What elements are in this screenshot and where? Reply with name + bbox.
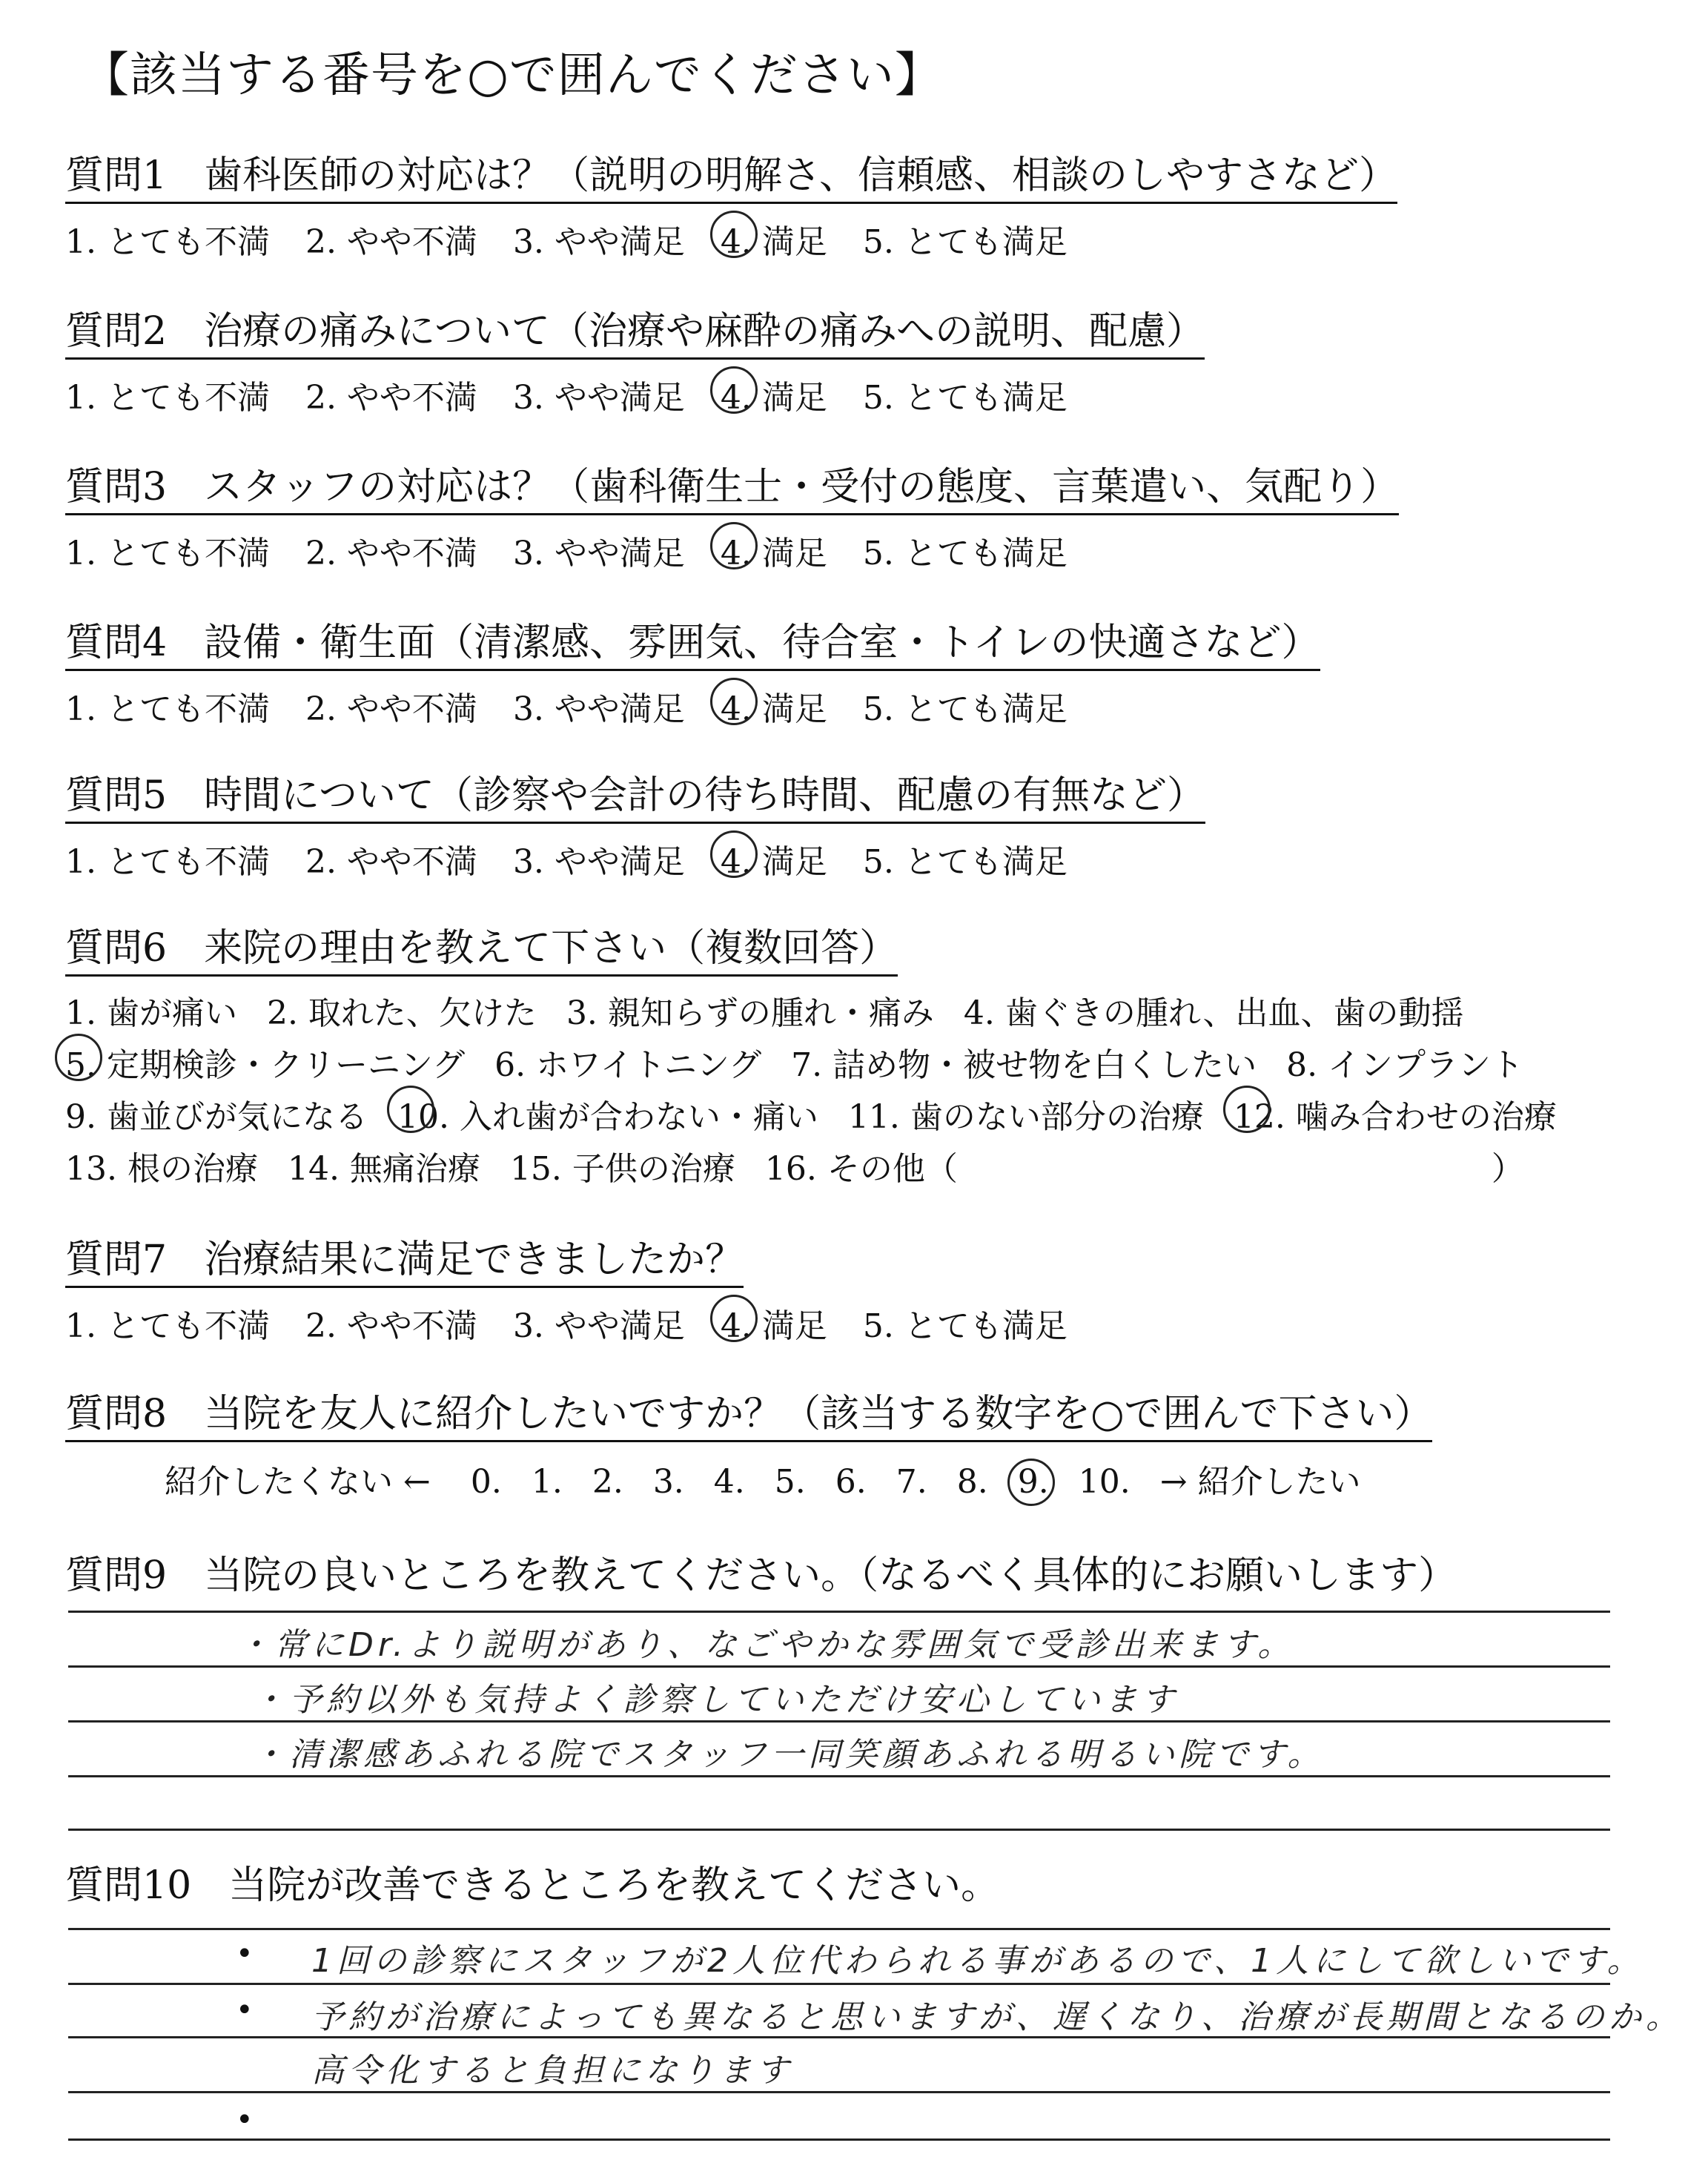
q8-scale-3[interactable]: 3.: [652, 1463, 684, 1501]
q6-option-15[interactable]: 15. 子供の治療: [509, 1150, 735, 1188]
q6-row-3: [65, 1090, 1586, 1137]
q8-scale-6[interactable]: 6.: [835, 1463, 867, 1501]
q8-scale-0[interactable]: 0.: [470, 1463, 502, 1501]
q5-options: [65, 835, 1103, 882]
q6-option-2[interactable]: 2. 取れた、欠けた: [266, 994, 537, 1032]
q8-header: [65, 1393, 1432, 1442]
q5-option-1[interactable]: 1. とても不満: [65, 843, 270, 881]
q3-options: [65, 526, 1103, 574]
q7-option-1[interactable]: 1. とても不満: [65, 1307, 270, 1345]
q10-header: [65, 1854, 999, 1909]
q6-option-16[interactable]: 16. その他（: [764, 1150, 958, 1188]
q2-header: [65, 310, 1205, 360]
q10-bullet-2: •: [236, 1993, 254, 2027]
q6-option-14[interactable]: 14. 無痛治療: [287, 1150, 480, 1188]
q10-answer-line-2: 予約が治療によっても異なると思いますが、遅くなり、治療が長期間となるのか。: [311, 1998, 1683, 2036]
q9-rule-3: [68, 1720, 1610, 1723]
q10-rule-2: [68, 1983, 1610, 1985]
q1-option-1[interactable]: 1. とても不満: [65, 223, 270, 261]
q3-text: スタッフの対応は？（歯科衛生士・受付の態度、言葉遣い、気配り）: [204, 465, 1400, 509]
q5-option-3[interactable]: 3. やや満足: [512, 843, 685, 881]
q6-option-12[interactable]: 12. 噛み合わせの治療: [1234, 1090, 1557, 1137]
q8-label: 質問8: [65, 1392, 168, 1436]
q8-scale-1[interactable]: 1.: [531, 1463, 563, 1501]
q3-header: [65, 466, 1399, 515]
q4-label: 質問4: [65, 621, 168, 665]
q9-rule-4: [68, 1775, 1610, 1777]
q9-answer-line-2: ・予約以外も気持よく診察していただけ安心しています: [252, 1681, 1179, 1719]
q9-label: 質問9: [65, 1553, 168, 1598]
q6-option-5[interactable]: 5. 定期検診・クリーニング: [65, 1038, 465, 1086]
q4-option-5[interactable]: 5. とても満足: [862, 690, 1068, 728]
q6-option-8[interactable]: 8. インプラント: [1286, 1046, 1524, 1084]
q9-rule-2: [68, 1665, 1610, 1668]
q9-answer-line-3: ・清潔感あふれる院でスタッフ一同笑顔あふれる明るい院です。: [252, 1736, 1325, 1774]
q6-option-11[interactable]: 11. 歯のない部分の治療: [847, 1098, 1204, 1136]
q8-text: 当院を友人に紹介したいですか？（該当する数字を○で囲んで下さい）: [204, 1392, 1433, 1436]
q9-rule-1: [68, 1611, 1610, 1613]
q5-label: 質問5: [65, 773, 168, 818]
q10-label: 質問10: [65, 1863, 192, 1908]
q1-option-2[interactable]: 2. やや不満: [305, 223, 477, 261]
q1-options: [65, 215, 1103, 262]
q6-option-9[interactable]: 9. 歯並びが気になる: [65, 1098, 368, 1136]
q9-text: 当院の良いところを教えてください。（なるべく具体的にお願いします）: [204, 1553, 1457, 1598]
q7-option-2[interactable]: 2. やや不満: [305, 1307, 477, 1345]
q7-option-4[interactable]: 4. 満足: [721, 1299, 827, 1347]
q1-option-5[interactable]: 5. とても満足: [862, 223, 1068, 261]
q5-header: [65, 774, 1205, 824]
q7-label: 質問7: [65, 1238, 168, 1282]
q9-answer-line-1: ・常にDr.より説明があり、なごやかな雰囲気で受診出来ます。: [237, 1626, 1295, 1664]
q8-scale-2[interactable]: 2.: [592, 1463, 623, 1501]
q3-label: 質問3: [65, 465, 168, 509]
q3-option-1[interactable]: 1. とても不満: [65, 535, 270, 572]
q7-option-3[interactable]: 3. やや満足: [512, 1307, 685, 1345]
q5-option-5[interactable]: 5. とても満足: [862, 843, 1068, 881]
q3-option-4[interactable]: 4. 満足: [721, 526, 827, 574]
q6-option-7[interactable]: 7. 詰め物・被せ物を白くしたい: [791, 1046, 1257, 1084]
q1-label: 質問1: [65, 153, 168, 198]
q5-option-2[interactable]: 2. やや不満: [305, 843, 477, 881]
q10-rule-4: [68, 2091, 1610, 2093]
q5-option-4[interactable]: 4. 満足: [721, 835, 827, 882]
q8-scale: [165, 1455, 1361, 1502]
q6-header: [65, 927, 898, 977]
q6-option-6[interactable]: 6. ホワイトニング: [494, 1046, 762, 1084]
q1-option-3[interactable]: 3. やや満足: [512, 223, 685, 261]
q2-text: 治療の痛みについて（治療や麻酔の痛みへの説明、配慮）: [204, 309, 1205, 354]
q10-rule-5: [68, 2138, 1610, 2141]
q2-option-2[interactable]: 2. やや不満: [305, 379, 477, 417]
q6-option-3[interactable]: 3. 親知らずの腫れ・痛み: [566, 994, 934, 1032]
q10-text: 当院が改善できるところを教えてください。: [228, 1863, 1000, 1908]
q7-text: 治療結果に満足できましたか？: [204, 1238, 744, 1282]
q1-text: 歯科医師の対応は？（説明の明解さ、信頼感、相談のしやすさなど）: [204, 153, 1398, 198]
q4-option-3[interactable]: 3. やや満足: [512, 690, 685, 728]
q8-scale-7[interactable]: 7.: [896, 1463, 927, 1501]
q8-scale-4[interactable]: 4.: [713, 1463, 745, 1501]
q4-option-4[interactable]: 4. 満足: [721, 682, 827, 730]
q4-option-2[interactable]: 2. やや不満: [305, 690, 477, 728]
q4-text: 設備・衛生面（清潔感、雰囲気、待合室・トイレの快適さなど）: [204, 621, 1320, 665]
q3-option-2[interactable]: 2. やや不満: [305, 535, 477, 572]
q8-scale-8[interactable]: 8.: [956, 1463, 988, 1501]
q6-other-close: ）: [1491, 1150, 1524, 1188]
q7-header: [65, 1238, 744, 1288]
page-title: 【該当する番号を○で囲んでください】: [82, 48, 943, 103]
q2-option-5[interactable]: 5. とても満足: [862, 379, 1068, 417]
q2-label: 質問2: [65, 309, 168, 354]
q6-row-2: [65, 1038, 1553, 1086]
q1-header: [65, 154, 1397, 204]
q1-option-4[interactable]: 4. 満足: [721, 215, 827, 262]
q10-bullet-1: •: [236, 1937, 254, 1971]
q2-option-4[interactable]: 4. 満足: [721, 371, 827, 418]
q6-option-4[interactable]: 4. 歯ぐきの腫れ、出血、歯の動揺: [963, 994, 1464, 1032]
q9-rule-5: [68, 1829, 1610, 1831]
q8-left-label: 紹介したくない ←: [165, 1463, 431, 1501]
q6-option-10[interactable]: 10. 入れ歯が合わない・痛い: [397, 1090, 818, 1137]
q4-header: [65, 621, 1320, 671]
q10-rule-1: [68, 1928, 1610, 1930]
q3-option-3[interactable]: 3. やや満足: [512, 535, 685, 572]
q8-scale-10[interactable]: 10.: [1078, 1463, 1131, 1501]
q6-row-4: [65, 1142, 1554, 1189]
q6-option-13[interactable]: 13. 根の治療: [65, 1150, 258, 1188]
q2-option-1[interactable]: 1. とても不満: [65, 379, 270, 417]
q6-option-1[interactable]: 1. 歯が痛い: [65, 994, 237, 1032]
q5-text: 時間について（診察や会計の待ち時間、配慮の有無など）: [204, 773, 1206, 818]
q4-options: [65, 682, 1103, 730]
q6-label: 質問6: [65, 926, 168, 971]
q4-option-1[interactable]: 1. とても不満: [65, 690, 270, 728]
q6-text: 来院の理由を教えて下さい（複数回答）: [204, 926, 898, 971]
q7-options: [65, 1299, 1103, 1347]
q10-bullet-3: •: [236, 2103, 254, 2137]
q10-answer-line-3: 高令化すると負担になります: [311, 2052, 793, 2090]
q3-option-5[interactable]: 5. とても満足: [862, 535, 1068, 572]
q8-scale-5[interactable]: 5.: [774, 1463, 806, 1501]
q8-scale-9[interactable]: 9.: [1017, 1463, 1049, 1501]
q6-row-1: [65, 986, 1494, 1034]
q8-right-label: → 紹介したい: [1159, 1463, 1361, 1501]
q9-header: [65, 1544, 1457, 1599]
q2-options: [65, 371, 1103, 418]
q7-option-5[interactable]: 5. とても満足: [862, 1307, 1068, 1345]
q2-option-3[interactable]: 3. やや満足: [512, 379, 685, 417]
q10-answer-line-1: 1回の診察にスタッフが2人位代わられる事があるので、1人にして欲しいです。: [311, 1942, 1644, 1980]
